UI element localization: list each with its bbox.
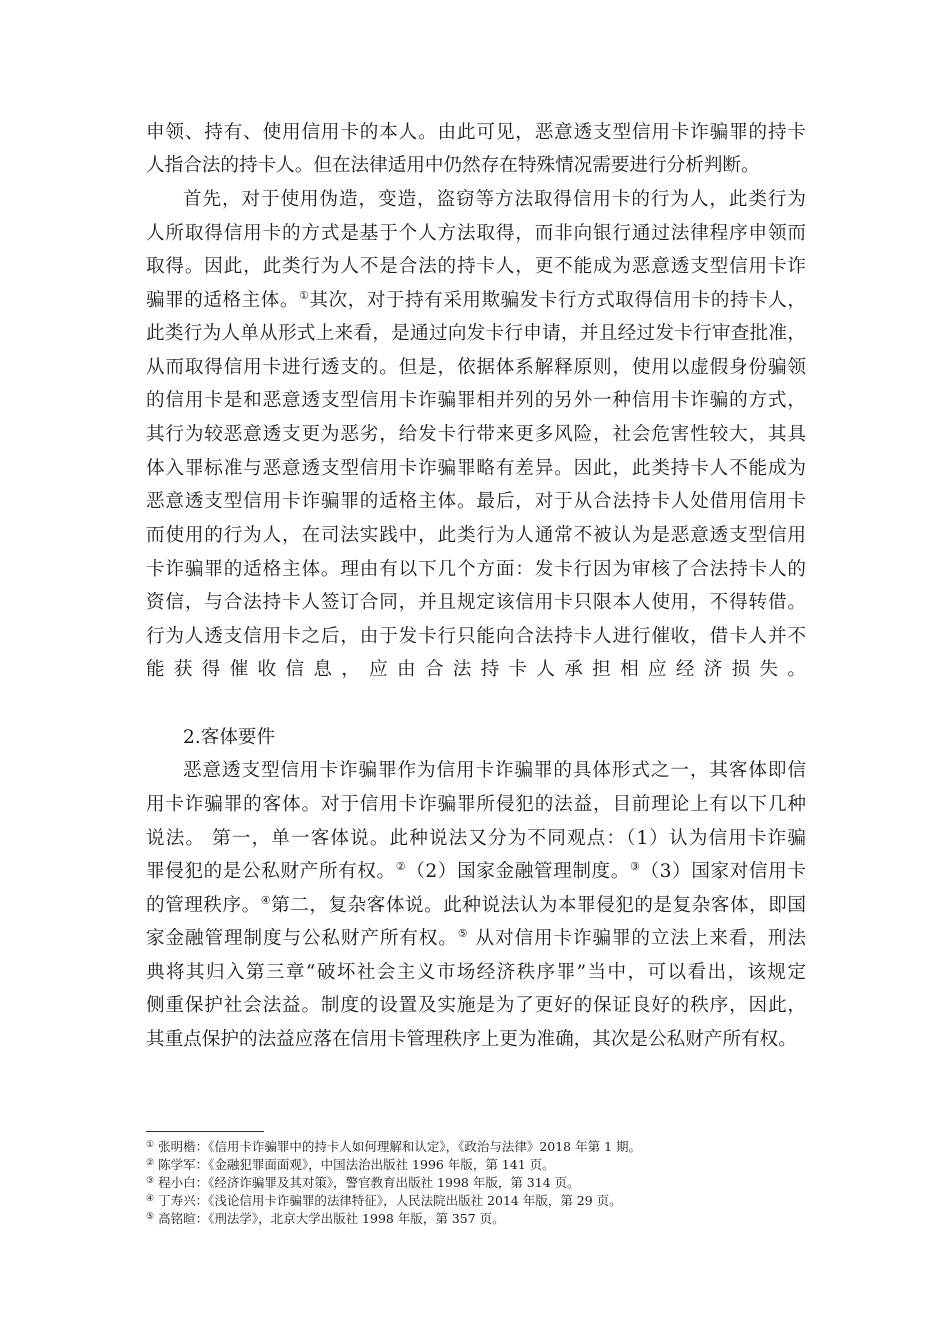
- text-line: 其重点保护的法益应落在信用卡管理秩序上更为准确，其次是公私财产所有权。: [146, 1029, 797, 1050]
- footnote-mark: ④: [146, 1194, 155, 1204]
- footnote-text: 张明楷：《信用卡诈骗罪中的持卡人如何理解和认定》，《政治与法律》2018 年第 1 期。: [158, 1139, 641, 1154]
- text-line: 用卡诈骗罪的客体。对于信用卡诈骗罪所侵犯的法益，目前理论上有以下几种: [146, 794, 806, 815]
- footnote-ref-1: ①: [298, 289, 310, 302]
- footnote-mark: ①: [146, 1140, 155, 1150]
- text-segment: 家金融管理制度与公私财产所有权。: [146, 928, 458, 949]
- footnote-ref-3: ③: [629, 860, 641, 873]
- text-line: 此类行为人单从形式上来看，是通过向发卡行申请，并且经过发卡行审查批准，: [146, 323, 806, 344]
- text-segment: 从对信用卡诈骗罪的立法上来看，刑法: [468, 928, 806, 949]
- footnote-separator: [146, 1131, 264, 1132]
- text-line: 恶意透支型信用卡诈骗罪作为信用卡诈骗罪的具体形式之一，其客体即信: [183, 760, 806, 781]
- footnote-3: [146, 1175, 846, 1191]
- footnote-ref-2: ②: [395, 860, 407, 873]
- text-line: 典将其归入第三章“破坏社会主义市场经济秩序罪”当中，可以看出，该规定: [146, 962, 806, 983]
- text-line: 人所取得信用卡的方式是基于个人方法取得，而非向银行通过法律程序申领而: [146, 223, 806, 244]
- text-line: 资信，与合法持卡人签订合同，并且规定该信用卡只限本人使用，不得转借。: [146, 592, 806, 613]
- text-line: [146, 289, 806, 313]
- text-segment: （2）国家金融管理制度。: [406, 861, 630, 882]
- footnote-2: [146, 1157, 846, 1173]
- footnote-mark: ⑤: [146, 1212, 155, 1222]
- text-segment: 其次，对于持有采用欺骗发卡行方式取得信用卡的持卡人，: [309, 290, 806, 311]
- text-line: 说法。 第一，单一客体说。此种说法又分为不同观点：（1）认为信用卡诈骗: [146, 828, 806, 849]
- text-line: [146, 860, 806, 884]
- footnote-ref-4: ④: [260, 894, 272, 907]
- footnote-text: 程小白：《经济诈骗罪及其对策》，警官教育出版社 1998 年版，第 314 页。: [158, 1175, 580, 1190]
- text-segment: 骗罪的适格主体。: [146, 290, 299, 311]
- text-line: 取得。因此，此类行为人不是合法的持卡人，更不能成为恶意透支型信用卡诈: [146, 256, 806, 277]
- text-line: [146, 894, 806, 918]
- text-line: 申领、持有、使用信用卡的本人。由此可见，恶意透支型信用卡诈骗罪的持卡: [146, 122, 806, 143]
- footnote-1: [146, 1139, 846, 1155]
- text-line: 体入罪标准与恶意透支型信用卡诈骗罪略有差异。因此，此类持卡人不能成为: [146, 458, 806, 479]
- text-line: 能获得催收信息，应由合法持卡人承担相应经济损失。: [146, 659, 806, 680]
- footnote-ref-5: ⑤: [457, 927, 469, 940]
- footnote-text: 陈学军：《金融犯罪面面观》，中国法治出版社 1996 年版，第 141 页。: [158, 1157, 555, 1172]
- footnote-text: 丁寿兴：《浅论信用卡诈骗罪的法律特征》，人民法院出版社 2014 年版，第 29 页。: [158, 1193, 622, 1208]
- text-segment: 罪侵犯的是公私财产所有权。: [146, 861, 396, 882]
- text-line: 行为人透支信用卡之后，由于发卡行只能向合法持卡人进行催收，借卡人并不: [146, 626, 806, 647]
- text-line: 恶意透支型信用卡诈骗罪的适格主体。最后，对于从合法持卡人处借用信用卡: [146, 491, 806, 512]
- text-line: 侧重保护社会法益。制度的设置及实施是为了更好的保证良好的秩序，因此，: [146, 995, 806, 1016]
- text-segment: （3）国家对信用卡: [640, 861, 806, 882]
- text-line: [146, 692, 806, 716]
- footnote-5: [146, 1211, 846, 1227]
- text-line: 其行为较恶意透支更为恶劣，给发卡行带来更多风险，社会危害性较大，其具: [146, 424, 806, 445]
- text-line: 人指合法的持卡人。但在法律适用中仍然存在特殊情况需要进行分析判断。: [146, 155, 760, 176]
- footnote-text: 高铭暄：《刑法学》，北京大学出版社 1998 年版，第 357 页。: [158, 1211, 505, 1226]
- footnote-mark: ②: [146, 1158, 155, 1168]
- text-segment: 的管理秩序。: [146, 895, 261, 916]
- section-heading: 2.客体要件: [183, 727, 276, 748]
- footnote-4: [146, 1193, 846, 1209]
- text-line: 首先，对于使用伪造，变造，盗窃等方法取得信用卡的行为人，此类行为: [183, 189, 806, 210]
- text-line: [146, 927, 806, 951]
- text-segment: 第二，复杂客体说。此种说法认为本罪侵犯的是复杂客体，即国: [271, 895, 806, 916]
- footnote-mark: ③: [146, 1176, 155, 1186]
- text-line: 卡诈骗罪的适格主体。理由有以下几个方面：发卡行因为审核了合法持卡人的: [146, 559, 806, 580]
- text-line: 的信用卡是和恶意透支型信用卡诈骗罪相并列的另外一种信用卡诈骗的方式，: [146, 390, 806, 411]
- text-line: 而使用的行为人，在司法实践中，此类行为人通常不被认为是恶意透支型信用: [146, 525, 806, 546]
- text-line: 从而取得信用卡进行透支的。但是，依据体系解释原则，使用以虚假身份骗领: [146, 357, 806, 378]
